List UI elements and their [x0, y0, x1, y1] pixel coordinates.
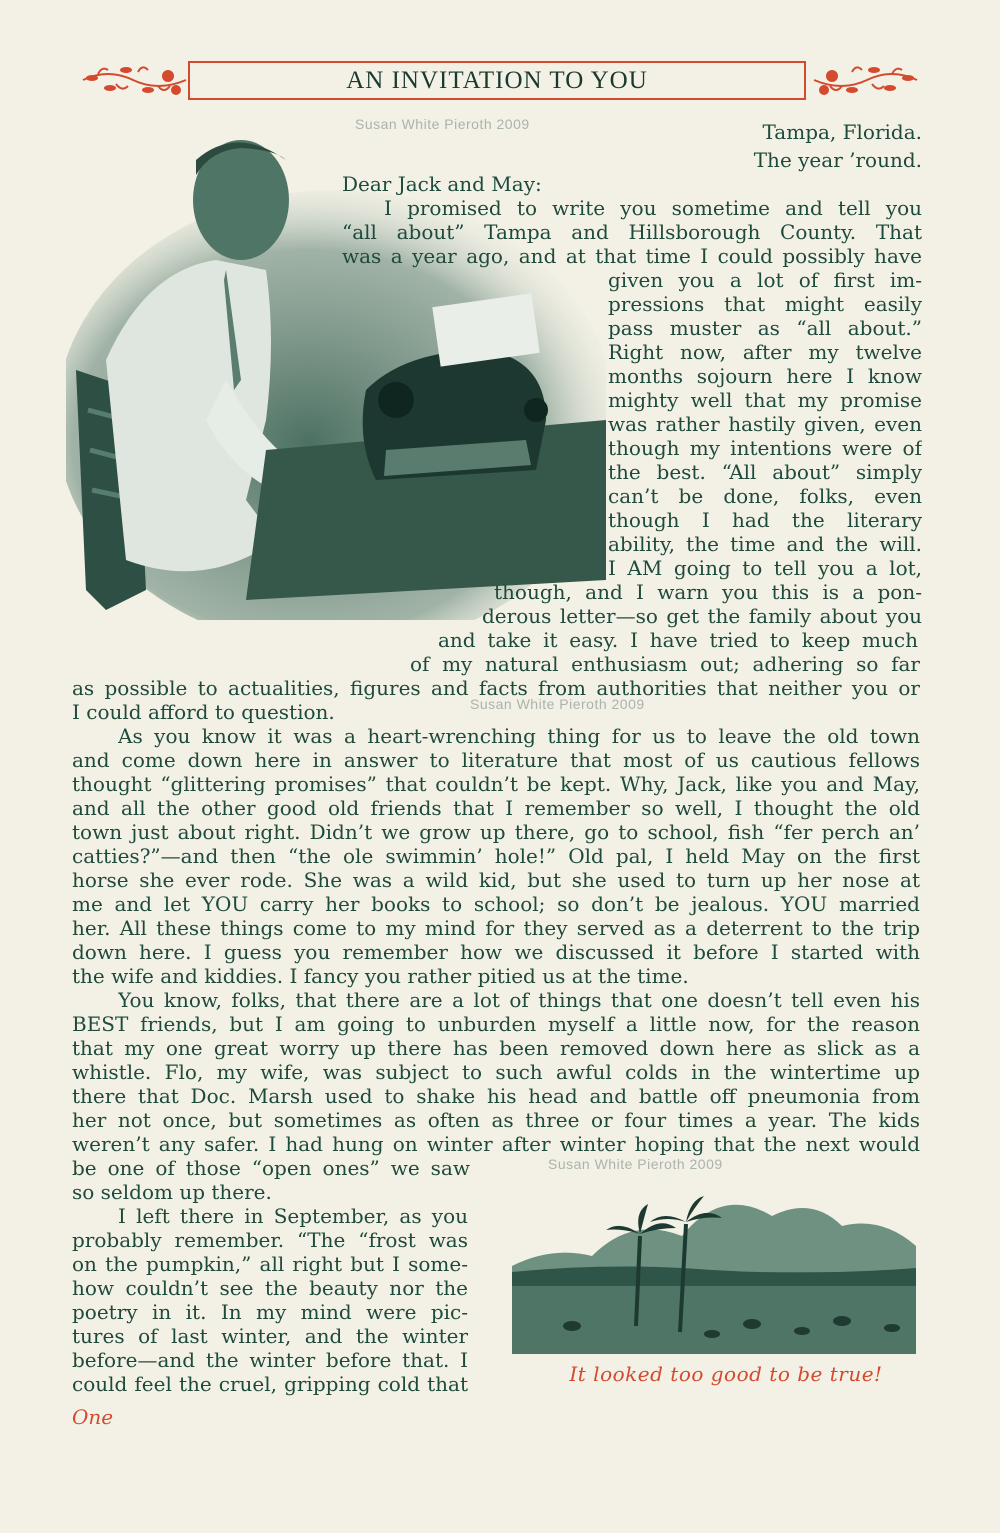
letter-line: though I had the literary — [608, 508, 922, 532]
letter-line: Right now, after my twelve — [608, 340, 922, 364]
letter-line: and all the other good old friends that I remember so well, I thought the old — [72, 796, 920, 820]
letter-line: pressions that might easily — [608, 292, 922, 316]
letter-line: town just about right. Didn’t we grow up there, go to school, fish “fer perch an’ — [72, 820, 920, 844]
letter-line: BEST friends, but I am going to unburden myself a little now, for the reason — [72, 1012, 920, 1036]
letter-line: months sojourn here I know — [608, 364, 922, 388]
letter-line: the wife and kiddies. I fancy you rather pitied us at the time. — [72, 964, 689, 988]
letter-line: be one of those “open ones” we saw — [72, 1156, 470, 1180]
watermark-lower: Susan White Pieroth 2009 — [548, 1156, 723, 1172]
letter-line: As you know it was a heart-wrenching thing for us to leave the old town — [118, 724, 920, 748]
header-banner — [188, 61, 806, 100]
letter-line: and come down here in answer to literature that most of us cautious fellows — [72, 748, 920, 772]
letter-line: given you a lot of first im- — [608, 268, 922, 292]
letter-line: though, and I warn you this is a pon- — [494, 580, 922, 604]
letter-line: can’t be done, folks, even — [608, 484, 922, 508]
letter-line: “all about” Tampa and Hillsborough County. That — [342, 220, 922, 244]
watermark-middle: Susan White Pieroth 2009 — [470, 696, 645, 712]
letter-line: the best. “All about” simply — [608, 460, 922, 484]
letter-line: pass muster as “all about.” — [608, 316, 922, 340]
letter-line: her not once, but sometimes as often as three or four times a year. The kids — [72, 1108, 920, 1132]
letter-line: and take it easy. I have tried to keep much — [438, 628, 918, 652]
letter-line: I promised to write you sometime and tell you — [384, 196, 922, 220]
letter-line: probably remember. “The “frost was — [72, 1228, 468, 1252]
letter-line: mighty well that my promise — [608, 388, 922, 412]
letter-line: of my natural enthusiasm out; adhering so far — [410, 652, 920, 676]
letter-line: I could afford to question. — [72, 700, 335, 724]
page-number: One — [72, 1405, 114, 1429]
letter-line: as possible to actualities, figures and facts from authorities that neither you or — [72, 676, 920, 700]
letter-line: You know, folks, that there are a lot of things that one doesn’t tell even his — [118, 988, 920, 1012]
letter-line: down here. I guess you remember how we discussed it before I started with — [72, 940, 920, 964]
letter-line: was a year ago, and at that time I could possibly have — [342, 244, 922, 268]
letter-line: derous letter—so get the family about you — [482, 604, 922, 628]
letter-line: there that Doc. Marsh used to shake his head and battle off pneumonia from — [72, 1084, 920, 1108]
letter-line: horse she ever rode. She was a wild kid, but she used to turn up her nose at — [72, 868, 920, 892]
letter-line: catties?”—and then “the ole swimmin’ hole!” Old pal, I held May on the first — [72, 844, 920, 868]
letter-line: was rather hastily given, even — [608, 412, 922, 436]
photo-caption: It looked too good to be true! — [569, 1362, 883, 1386]
palm-pasture-photo — [512, 1176, 916, 1354]
letter-line: tures of last winter, and the winter — [72, 1324, 468, 1348]
letter-line: ability, the time and the will. — [608, 532, 922, 556]
letter-line: thought “glittering promises” that couldn’t be kept. Why, Jack, like you and May, — [72, 772, 920, 796]
watermark-top: Susan White Pieroth 2009 — [355, 116, 530, 132]
letter-line: on the pumpkin,” all right but I some- — [72, 1252, 468, 1276]
dateline-place: Tampa, Florida. — [762, 120, 922, 144]
letter-line: so seldom up there. — [72, 1180, 272, 1204]
orange-blossom-ornament-right-icon — [812, 60, 922, 102]
page-title: AN INVITATION TO YOU — [346, 66, 648, 94]
letter-line: though my intentions were of — [608, 436, 922, 460]
letter-line: how couldn’t see the beauty nor the — [72, 1276, 468, 1300]
letter-line: I AM going to tell you a lot, — [608, 556, 922, 580]
letter-line: poetry in it. In my mind were pic- — [72, 1300, 468, 1324]
letter-line: me and let YOU carry her books to school; so don’t be jealous. YOU married — [72, 892, 920, 916]
letter-line: her. All these things come to my mind for they served as a deterrent to the trip — [72, 916, 920, 940]
orange-blossom-ornament-left-icon — [78, 60, 188, 102]
letter-line: I left there in September, as you — [118, 1204, 468, 1228]
salutation: Dear Jack and May: — [342, 172, 542, 196]
dateline-time: The year ’round. — [753, 148, 922, 172]
letter-line: weren’t any safer. I had hung on winter after winter hoping that the next would — [72, 1132, 920, 1156]
letter-line: whistle. Flo, my wife, was subject to such awful colds in the wintertime up — [72, 1060, 920, 1084]
letter-line: could feel the cruel, gripping cold that — [72, 1372, 468, 1396]
letter-line: before—and the winter before that. I — [72, 1348, 468, 1372]
letter-line: that my one great worry up there has been removed down here as slick as a — [72, 1036, 920, 1060]
